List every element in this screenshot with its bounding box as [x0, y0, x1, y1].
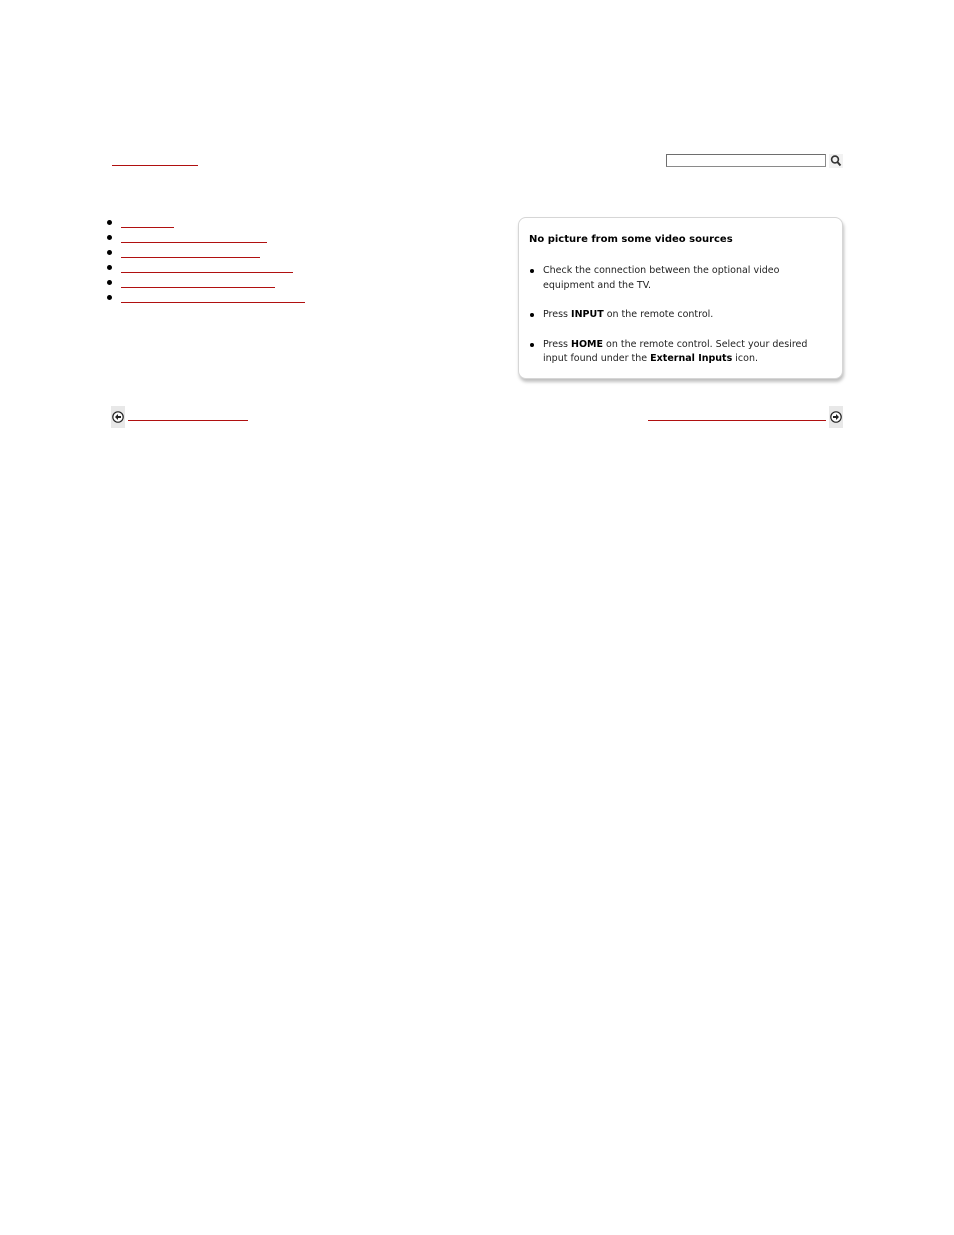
arrow-left-icon[interactable]: [111, 406, 125, 428]
topic-link-4[interactable]: [121, 262, 293, 273]
search-input[interactable]: [666, 154, 826, 167]
previous-page-link[interactable]: [128, 409, 248, 421]
list-item: Press HOME on the remote control. Select your desired input found under the External Inputs icon.: [529, 338, 829, 367]
topic-link-3[interactable]: [121, 247, 260, 258]
topic-link-6[interactable]: [121, 292, 305, 303]
next-page-link[interactable]: [648, 409, 826, 421]
solution-list: [529, 264, 829, 382]
list-item: [105, 217, 305, 232]
list-item: [105, 262, 305, 277]
topic-link-5[interactable]: [121, 277, 275, 288]
topic-link-list: [105, 217, 305, 307]
top-link[interactable]: [112, 152, 198, 166]
arrow-right-icon[interactable]: [829, 406, 843, 428]
list-item: [105, 247, 305, 262]
external-inputs-label: External Inputs: [650, 353, 733, 364]
list-item: [105, 277, 305, 292]
topic-link-1[interactable]: [121, 217, 174, 228]
troubleshooting-panel: [518, 217, 843, 379]
home-key-label: HOME: [571, 338, 604, 350]
list-item: Check the connection between the optional video equipment and the TV.: [529, 264, 829, 293]
list-item: [105, 232, 305, 247]
list-item: [105, 292, 305, 307]
list-item: Press INPUT on the remote control.: [529, 308, 829, 323]
panel-title: No picture from some video sources: [529, 234, 733, 245]
search-icon[interactable]: [829, 153, 843, 167]
input-key-label: INPUT: [571, 309, 604, 320]
topic-link-2[interactable]: [121, 232, 267, 243]
